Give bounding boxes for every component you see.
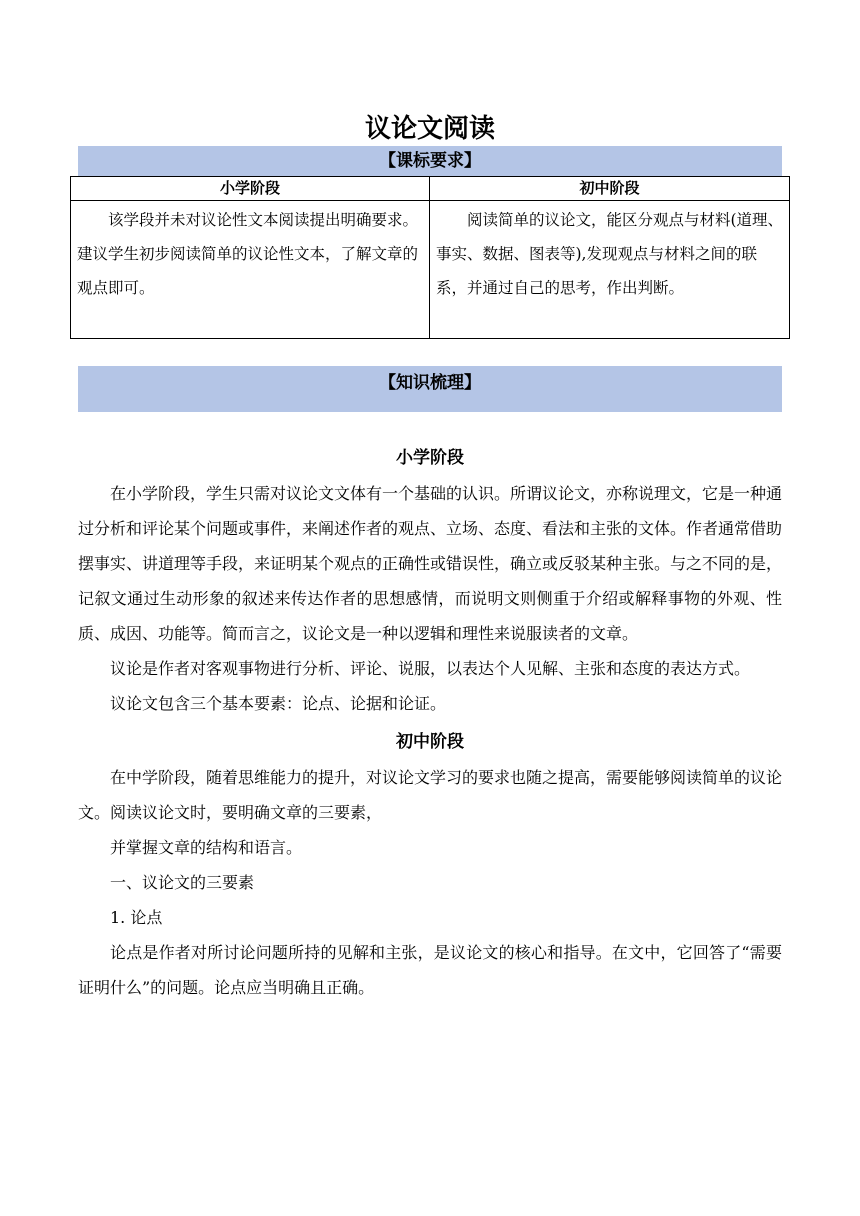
paragraph: 一、议论文的三要素 xyxy=(110,873,255,892)
table-row xyxy=(71,201,790,339)
requirements-table xyxy=(70,176,790,339)
column-header-junior: 初中阶段 xyxy=(430,177,790,201)
table-header-row xyxy=(71,177,790,201)
table-cell-junior xyxy=(430,201,790,339)
paragraph: 在小学阶段，学生只需对议论文文体有一个基础的认识。所谓议论文，亦称说理文，它是一种通过分析和评论某个问题或事件，来阐述作者的观点、立场、态度、看法和主张的文体。作者通常借助摆事实、讲道理等手段，来证明某个观点的正确性或错误性，确立或反驳某种主张。与之不同的是，记叙文通过生动形象的叙述来传达作者的思想感情，而说明文则侧重于介绍或解释事物的外观、性质、成因、功能等。简而言之，议论文是一种以逻辑和理性来说服读者的文章。 xyxy=(78,484,783,643)
table-cell-primary xyxy=(71,201,430,339)
paragraph: 论点是作者对所讨论问题所持的见解和主张，是议论文的核心和指导。在文中，它回答了“需要证明什么”的问题。论点应当明确且正确。 xyxy=(78,943,782,997)
knowledge-review-heading: 【知识梳理】 xyxy=(78,366,782,412)
cell-text: 该学段并未对议论性文本阅读提出明确要求。建议学生初步阅读简单的议论性文本，了解文章的观点即可。 xyxy=(77,211,419,297)
junior-stage-heading: 初中阶段 xyxy=(396,732,464,752)
paragraph: 议论文包含三个基本要素：论点、论据和论证。 xyxy=(110,694,447,713)
knowledge-content xyxy=(78,441,782,1005)
column-header-primary: 小学阶段 xyxy=(71,177,430,201)
paragraph: 议论是作者对客观事物进行分析、评论、说服，以表达个人见解、主张和态度的表达方式。 xyxy=(110,659,751,678)
primary-stage-heading: 小学阶段 xyxy=(396,448,464,468)
paragraph: 并掌握文章的结构和语言。 xyxy=(110,838,303,857)
page-title: 议论文阅读 xyxy=(364,114,495,144)
paragraph: 在中学阶段，随着思维能力的提升，对议论文学习的要求也随之提高，需要能够阅读简单的议论文。阅读议论文时，要明确文章的三要素， xyxy=(78,768,783,822)
cell-text: 阅读简单的议论文，能区分观点与材料(道理、事实、数据、图表等),发现观点与材料之间的联系，并通过自己的思考，作出判断。 xyxy=(436,211,784,297)
paragraph: 1. 论点 xyxy=(110,908,163,927)
curriculum-requirements-heading: 【课标要求】 xyxy=(78,146,782,176)
